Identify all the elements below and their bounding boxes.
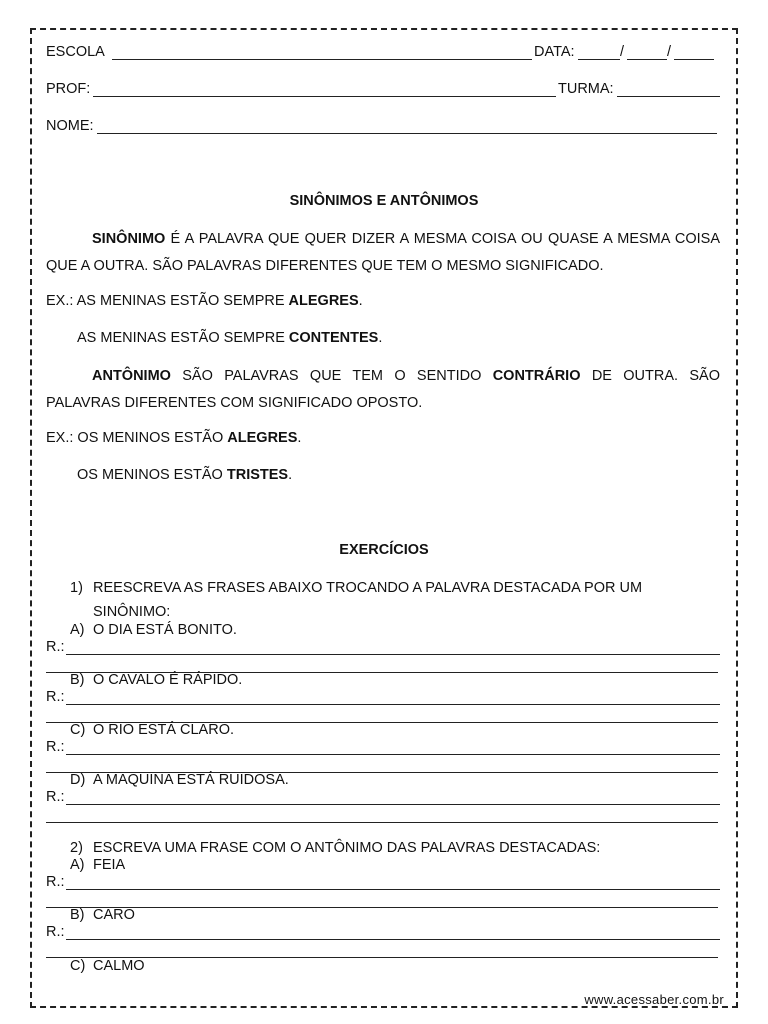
item-letter: D) <box>70 772 86 788</box>
question-1-text: REESCREVA AS FRASES ABAIXO TROCANDO A PALAVRA DESTACADA POR UM <box>93 580 643 596</box>
answer-line[interactable] <box>66 654 720 655</box>
answer-line[interactable] <box>66 754 720 755</box>
item-text: O DIA ESTÁ BONITO. <box>93 622 237 638</box>
item-text: FEIA <box>93 857 126 873</box>
item-text: O RIO ESTÁ CLARO. <box>93 722 234 738</box>
sinonimo-example-2: AS MENINAS ESTÃO SEMPRE CONTENTES. <box>77 330 383 346</box>
sinonimo-definition <box>46 226 720 280</box>
nome-field[interactable] <box>97 133 717 134</box>
question-2-text: ESCREVA UMA FRASE COM O ANTÔNIMO DAS PALAVRAS DESTACADAS: <box>93 840 601 856</box>
item-letter: A) <box>70 622 85 638</box>
nome-label: NOME: <box>46 118 94 134</box>
sinonimo-text: É A PALAVRA QUE QUER DIZER A MESMA COISA OU QUASE A MESMA COISA QUE A OUTRA. SÃO PALAVRAS DIFERENTES QUE TEM O MESMO SIGNIFICADO. <box>46 231 720 274</box>
answer-label: R.: <box>46 874 65 890</box>
question-1-text-cont: SINÔNIMO: <box>93 604 171 620</box>
item-text: CALMO <box>93 958 145 974</box>
antonimo-term: ANTÔNIMO <box>92 368 171 384</box>
answer-line[interactable] <box>46 907 718 908</box>
answer-line[interactable] <box>46 822 718 823</box>
answer-label: R.: <box>46 789 65 805</box>
item-letter: A) <box>70 857 85 873</box>
answer-line[interactable] <box>66 939 720 940</box>
data-label: DATA: <box>534 44 575 60</box>
sinonimo-term: SINÔNIMO <box>92 231 166 247</box>
item-text: O CAVALO É RÁPIDO. <box>93 672 243 688</box>
turma-label: TURMA: <box>558 81 614 97</box>
prof-field[interactable] <box>93 96 556 97</box>
sinonimo-example-1: EX.: AS MENINAS ESTÃO SEMPRE ALEGRES. <box>46 293 363 309</box>
question-2-number: 2) <box>70 840 83 856</box>
item-letter: C) <box>70 722 86 738</box>
answer-line[interactable] <box>66 704 720 705</box>
answer-label: R.: <box>46 739 65 755</box>
date-day-field[interactable] <box>578 59 620 60</box>
escola-label: ESCOLA <box>46 44 105 60</box>
date-separator: / <box>667 44 672 60</box>
answer-label: R.: <box>46 689 65 705</box>
page-border <box>30 28 738 1008</box>
date-month-field[interactable] <box>627 59 667 60</box>
date-year-field[interactable] <box>674 59 714 60</box>
answer-line[interactable] <box>46 957 718 958</box>
escola-field[interactable] <box>112 59 532 60</box>
item-text: CARO <box>93 907 135 923</box>
antonimo-example-2: OS MENINOS ESTÃO TRISTES. <box>77 467 293 483</box>
exercises-title: EXERCÍCIOS <box>339 542 429 558</box>
page-title: SINÔNIMOS E ANTÔNIMOS <box>289 193 479 209</box>
turma-field[interactable] <box>617 96 720 97</box>
date-separator: / <box>620 44 625 60</box>
answer-label: R.: <box>46 924 65 940</box>
item-letter: B) <box>70 672 85 688</box>
item-text: A MAQUINA ESTÁ RUIDOSA. <box>93 772 289 788</box>
question-1-number: 1) <box>70 580 83 596</box>
answer-line[interactable] <box>66 804 720 805</box>
footer-url: www.acessaber.com.br <box>584 992 724 1007</box>
item-letter: C) <box>70 958 86 974</box>
antonimo-definition: ANTÔNIMO SÃO PALAVRAS QUE TEM O SENTIDO CONTRÁRIO DE OUTRA. SÃO PALAVRAS DIFERENTES COM SIGNIFICADO OPOSTO. <box>46 368 720 411</box>
antonimo-example-1: EX.: OS MENINOS ESTÃO ALEGRES. <box>46 430 302 446</box>
prof-label: PROF: <box>46 81 91 97</box>
item-letter: B) <box>70 907 85 923</box>
answer-line[interactable] <box>66 889 720 890</box>
answer-label: R.: <box>46 639 65 655</box>
